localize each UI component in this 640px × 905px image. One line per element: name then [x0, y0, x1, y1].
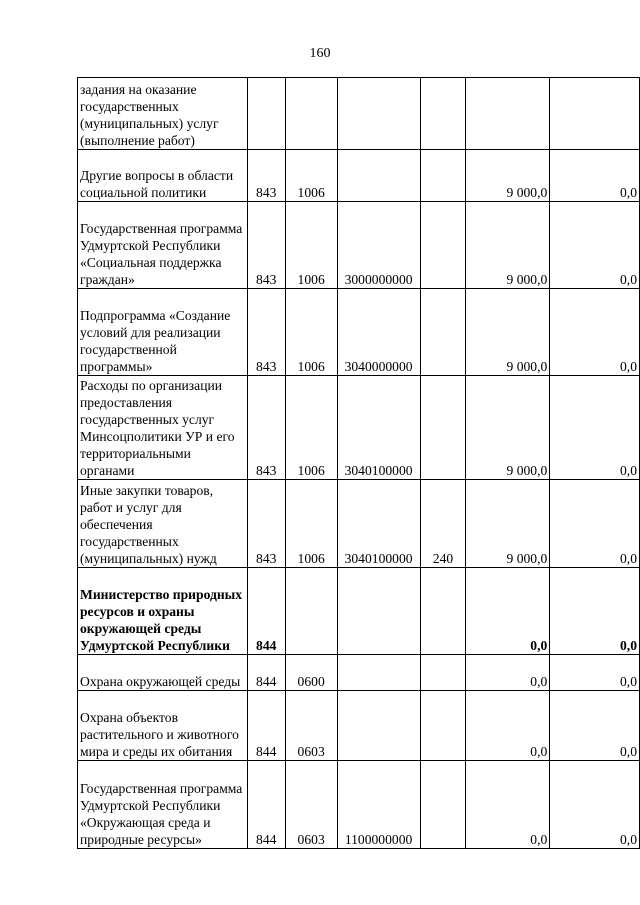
expense-type-code: [420, 376, 466, 480]
row-description: Государственная программа Удмуртской Республики «Социальная поддержка граждан»: [78, 202, 248, 289]
ministry-code: 844: [247, 761, 285, 849]
target-code: [337, 568, 420, 655]
change-amount: 0,0: [550, 289, 640, 376]
table-row: [78, 202, 640, 289]
row-description: Охрана окружающей среды: [78, 655, 248, 691]
amount: 9 000,0: [466, 202, 550, 289]
expense-type-code: [420, 655, 466, 691]
row-description: Другие вопросы в области социальной политики: [78, 150, 248, 202]
change-amount: 0,0: [550, 691, 640, 761]
section-code: 0603: [285, 761, 337, 849]
ministry-code: 843: [247, 289, 285, 376]
row-description: Охрана объектов растительного и животного мира и среды их обитания: [78, 691, 248, 761]
target-code: 1100000000: [337, 761, 420, 849]
section-code: [285, 568, 337, 655]
section-code: 1006: [285, 202, 337, 289]
change-amount: 0,0: [550, 376, 640, 480]
expense-type-code: 240: [420, 480, 466, 568]
table-row: [78, 655, 640, 691]
ministry-code: 843: [247, 150, 285, 202]
ministry-code: 843: [247, 480, 285, 568]
target-code: [337, 655, 420, 691]
amount: 0,0: [466, 568, 550, 655]
table-row: [78, 376, 640, 480]
section-code: 1006: [285, 480, 337, 568]
target-code: [337, 150, 420, 202]
ministry-code: 844: [247, 568, 285, 655]
table-row: [78, 289, 640, 376]
section-code: 1006: [285, 376, 337, 480]
table-row: [78, 761, 640, 849]
amount: 0,0: [466, 691, 550, 761]
row-description: Государственная программа Удмуртской Республики «Окружающая среда и природные ресурсы»: [78, 761, 248, 849]
expense-type-code: [420, 568, 466, 655]
amount: 0,0: [466, 655, 550, 691]
change-amount: 0,0: [550, 202, 640, 289]
expense-type-code: [420, 150, 466, 202]
budget-table: [77, 77, 640, 849]
change-amount: 0,0: [550, 761, 640, 849]
change-amount: [550, 78, 640, 150]
ministry-code: 843: [247, 202, 285, 289]
amount: 0,0: [466, 761, 550, 849]
ministry-code: 843: [247, 376, 285, 480]
section-code: 0600: [285, 655, 337, 691]
ministry-code: 844: [247, 691, 285, 761]
row-description: Расходы по организации предоставления государственных услуг Минсоцполитики УР и его территориальными органами: [78, 376, 248, 480]
section-code: 0603: [285, 691, 337, 761]
change-amount: 0,0: [550, 655, 640, 691]
section-code: 1006: [285, 289, 337, 376]
table-row: [78, 568, 640, 655]
amount: 9 000,0: [466, 376, 550, 480]
expense-type-code: [420, 761, 466, 849]
page-number: 160: [309, 46, 331, 61]
row-description: Министерство природных ресурсов и охраны окружающей среды Удмуртской Республики: [78, 568, 248, 655]
target-code: 3040000000: [337, 289, 420, 376]
row-description: задания на оказание государственных (муниципальных) услуг (выполнение работ): [78, 78, 248, 150]
target-code: [337, 78, 420, 150]
table-row: [78, 480, 640, 568]
row-description: Подпрограмма «Создание условий для реализации государственной программы»: [78, 289, 248, 376]
table-row: [78, 150, 640, 202]
expense-type-code: [420, 78, 466, 150]
expense-type-code: [420, 289, 466, 376]
target-code: [337, 691, 420, 761]
expense-type-code: [420, 202, 466, 289]
target-code: 3040100000: [337, 480, 420, 568]
change-amount: 0,0: [550, 568, 640, 655]
ministry-code: [247, 78, 285, 150]
row-description: Иные закупки товаров, работ и услуг для обеспечения государственных (муниципальных) нужд: [78, 480, 248, 568]
section-code: [285, 78, 337, 150]
target-code: 3040100000: [337, 376, 420, 480]
ministry-code: 844: [247, 655, 285, 691]
target-code: 3000000000: [337, 202, 420, 289]
change-amount: 0,0: [550, 480, 640, 568]
expense-type-code: [420, 691, 466, 761]
table-row: [78, 78, 640, 150]
amount: 9 000,0: [466, 289, 550, 376]
amount: 9 000,0: [466, 150, 550, 202]
amount: [466, 78, 550, 150]
amount: 9 000,0: [466, 480, 550, 568]
change-amount: 0,0: [550, 150, 640, 202]
table-row: [78, 691, 640, 761]
section-code: 1006: [285, 150, 337, 202]
